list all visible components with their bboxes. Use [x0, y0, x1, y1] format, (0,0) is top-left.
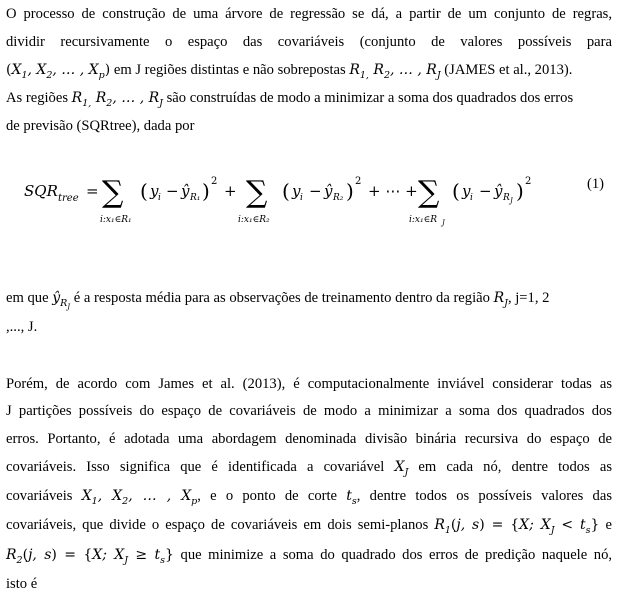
plus-1: +	[224, 182, 237, 200]
paragraph-3-line-6-a: covariáveis, que divide o espaço de covariáveis em dois semi-planos	[6, 517, 429, 533]
yhat-rj: $ŷ_{R_J}$	[52, 290, 71, 311]
term-3-y: y	[462, 182, 471, 200]
paragraph-1-line-2: dividir recursivamente o espaço das covariáveis (conjunto de valores possíveis para	[6, 34, 612, 50]
paragraph-2-line-1	[6, 288, 612, 311]
cut-point-ts: $t_s$	[346, 488, 357, 507]
paragraph-2-line-1-b: é a resposta média para as observações de treinamento dentro da região	[73, 290, 490, 306]
term-2-yhat: ŷ	[324, 182, 333, 200]
term-1-minus: −	[166, 182, 179, 200]
term-2-y: y	[292, 182, 301, 200]
square-2: 2	[355, 176, 362, 187]
square-3: 2	[525, 176, 532, 187]
term-3-yhat-sub: R	[503, 193, 510, 203]
equation-sqr-tree	[6, 158, 612, 238]
paragraph-3-line-4-a: covariáveis. Isso significa que é identificada a covariável	[6, 459, 385, 475]
paragraph-1-line-3-text-b: (JAMES et al., 2013).	[444, 62, 573, 78]
paragraph-3-line-5-a: covariáveis	[6, 488, 73, 504]
half-plane-r1: $R_1(j$, s) = {X; $X_J < t_s$}	[434, 517, 600, 536]
paragraph-3-line-8: isto é	[6, 576, 38, 592]
term-3-y-sub: i	[470, 193, 473, 203]
paragraph-2-line-1-c: , j=1, 2	[507, 290, 550, 306]
term-1-yhat-sub: R₁	[190, 193, 201, 203]
term-2-minus: −	[309, 182, 322, 200]
right-paren-2: )	[346, 179, 354, 203]
paragraph-3-line-3: erros. Portanto, é adotada uma abordagem denominada divisão binária recursiva do espaço de	[6, 431, 612, 447]
sum-symbol-2: ∑	[246, 175, 268, 210]
paragraph-3-line-5	[6, 486, 612, 506]
paragraph-3-line-6-b: e	[605, 517, 613, 533]
term-1-y: y	[150, 182, 159, 200]
paragraph-3-line-5-b: , e o ponto de corte	[197, 488, 338, 504]
term-2-yhat-sub: R₂	[333, 193, 344, 203]
term-1-y-sub: i	[158, 193, 161, 203]
square-1: 2	[211, 176, 218, 187]
half-plane-r2: $R_2(j$, s) = {X; $X_J \ge t_s$}	[6, 547, 174, 566]
paragraph-1-line-4-text-b: são construídas de modo a minimizar a soma dos quadrados dos erros	[166, 90, 574, 106]
paragraph-3-line-7-b: que minimize a soma do quadrado dos erros de predição naquele nó,	[180, 547, 613, 563]
equals-sign: =	[86, 182, 99, 200]
left-paren-2: (	[282, 179, 290, 203]
paragraph-1-line-3-text-a: em J regiões distintas e não sobrepostas	[113, 62, 346, 78]
regions-list: $R_{1,}$ $R_2$, … , $R_J$	[349, 62, 441, 81]
paragraph-2-line-2: ,..., J.	[6, 319, 38, 335]
sum-1-index: i:x₁∈R₁	[100, 215, 132, 225]
paragraph-1-line-3	[6, 60, 612, 80]
term-1-yhat: ŷ	[181, 182, 190, 200]
paragraph-1-line-5: de previsão (SQRtree), dada por	[6, 118, 195, 134]
term-3-yhat-subsub: J	[510, 197, 513, 205]
equation-lhs: SQR	[24, 182, 58, 200]
sum-3-index: i:x₁∈R	[409, 215, 438, 225]
region-rj: $R_J$	[493, 290, 508, 309]
covariates-list: $X_1$, $X_2$, … , $X_p$	[81, 488, 198, 507]
paragraph-1-line-1: O processo de construção de uma árvore de regressão se dá, a partir de um conjunto de regras,	[6, 6, 612, 22]
covariate-xj: $X_J$	[394, 459, 409, 478]
left-paren-1: (	[140, 179, 148, 203]
plus-dots: + ⋯ +	[368, 182, 418, 200]
paragraph-3-line-2: J partições possíveis do espaço de covariáveis de modo a minimizar a soma dos quadrados dos	[6, 403, 612, 419]
paragraph-2-line-1-a: em que	[6, 290, 49, 306]
term-3-yhat: ŷ	[494, 182, 503, 200]
paragraph-3-line-5-c: , dentre todos os possíveis valores das	[356, 488, 612, 504]
sum-symbol-3: ∑	[418, 175, 440, 210]
left-paren-3: (	[452, 179, 460, 203]
paragraph-3-line-6	[6, 515, 612, 535]
sum-symbol-1: ∑	[102, 175, 124, 210]
paragraph-3-line-1: Porém, de acordo com James et al. (2013), é computacionalmente inviável considerar todas as	[6, 376, 612, 392]
equation-number: (1)	[586, 176, 604, 192]
paragraph-1-line-4	[6, 88, 612, 108]
sum-2-index: i:x₁∈R₂	[238, 215, 270, 225]
paragraph-3-line-7	[6, 545, 612, 565]
paragraph-3-line-4-b: em cada nó, dentre todos as	[418, 459, 612, 475]
covariate-tuple: ($X_1$, $X_2$, … , $X_p$)	[6, 62, 111, 81]
equation-lhs-subscript: tree	[58, 193, 79, 204]
term-3-minus: −	[479, 182, 492, 200]
paragraph-3-line-4	[6, 457, 612, 477]
regions-list-2: $R_{1,}$ $R_2$, … , $R_J$	[71, 90, 163, 109]
paragraph-1-line-4-text-a: As regiões	[6, 90, 69, 106]
term-2-y-sub: i	[300, 193, 303, 203]
right-paren-3: )	[516, 179, 524, 203]
right-paren-1: )	[202, 179, 210, 203]
sum-3-index-subscript: J	[442, 219, 445, 227]
